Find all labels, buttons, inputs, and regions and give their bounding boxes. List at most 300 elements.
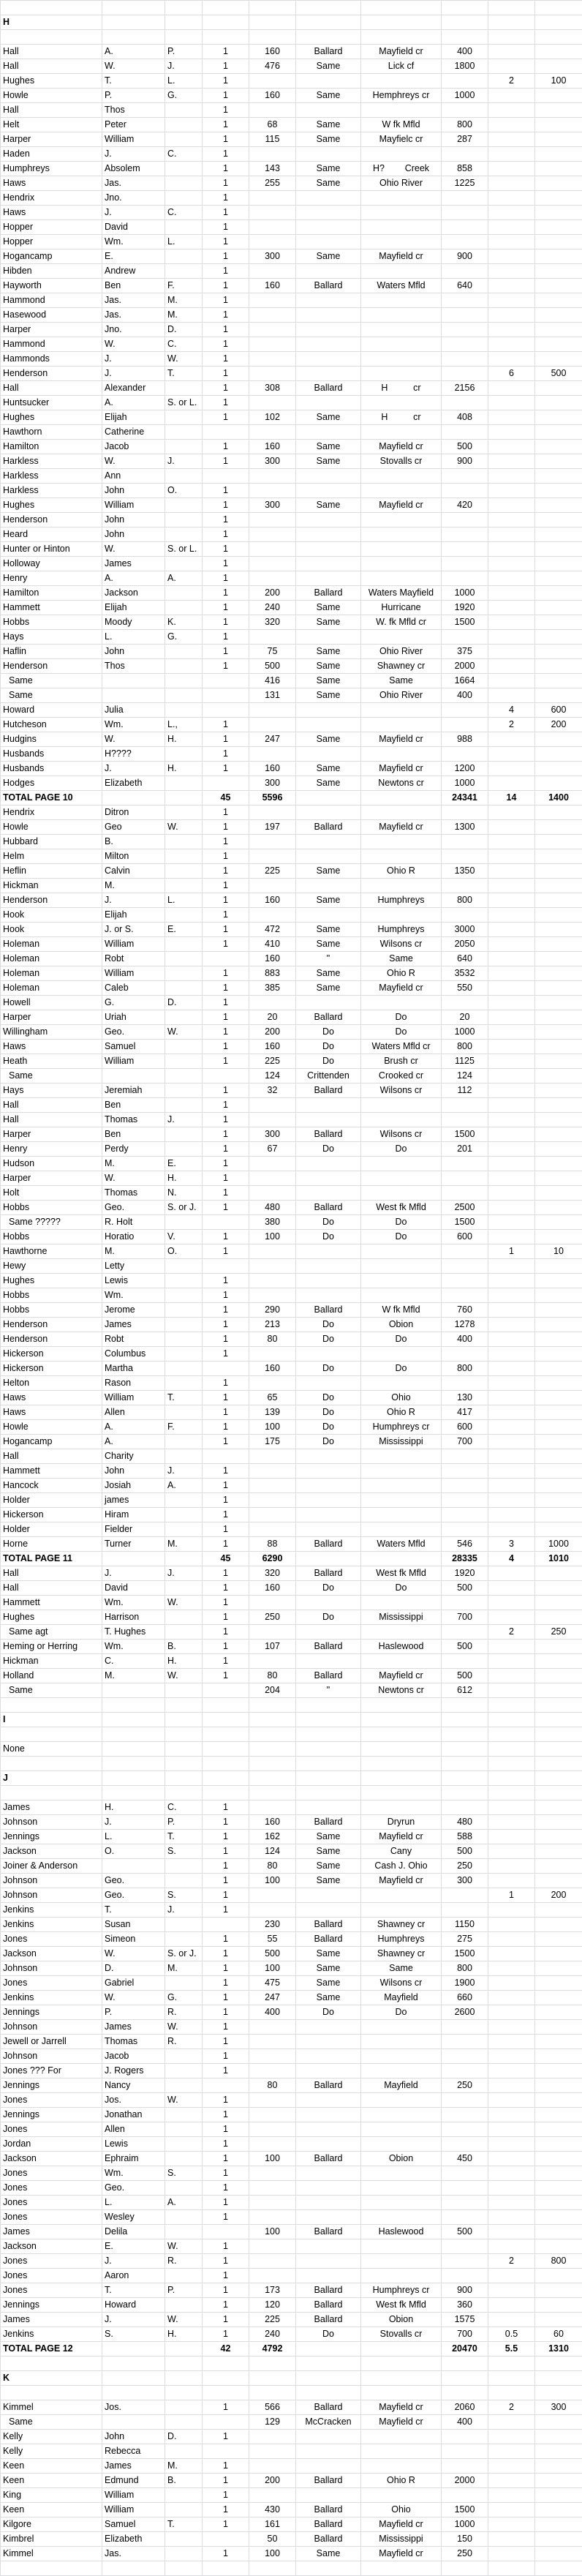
cell-value[interactable]: 600 [442,1420,488,1435]
cell-middle-initial[interactable] [165,176,203,191]
cell-watercourse[interactable]: Mayfield cr [361,498,442,513]
cell-value[interactable]: 988 [442,732,488,747]
cell-value[interactable] [442,1888,488,1903]
cell-col-i[interactable] [488,2517,535,2532]
cell-county[interactable]: Do [296,2005,361,2020]
cell-first-name[interactable]: Uriah [102,1010,165,1025]
cell-surname[interactable]: Jones [1,1932,102,1947]
cell-col-j[interactable]: 60 [535,2327,582,2342]
cell-count[interactable]: 45 [203,1552,249,1566]
cell-value[interactable] [442,425,488,440]
cell-count[interactable]: 1 [203,893,249,908]
cell-surname[interactable]: Jenkins [1,1903,102,1918]
cell-col-j[interactable] [535,484,582,498]
cell-acres[interactable]: 143 [249,162,296,176]
cell-middle-initial[interactable]: B. [165,1640,203,1654]
cell-middle-initial[interactable]: H. [165,2327,203,2342]
cell-county[interactable] [296,2210,361,2225]
cell-first-name[interactable] [102,1786,165,1800]
cell-col-i[interactable] [488,2122,535,2137]
cell-acres[interactable]: 160 [249,1040,296,1054]
cell-count[interactable]: 1 [203,1376,249,1391]
cell-col-j[interactable] [535,1362,582,1376]
cell-col-j[interactable] [535,1127,582,1142]
cell-middle-initial[interactable]: J. [165,1113,203,1127]
cell-surname[interactable]: Haws [1,206,102,220]
cell-col-j[interactable] [535,1054,582,1069]
cell-acres[interactable] [249,703,296,718]
cell-value[interactable]: 600 [442,1230,488,1244]
cell-surname[interactable]: Same [1,688,102,703]
cell-surname[interactable]: Jones ??? For [1,2064,102,2079]
cell-county[interactable] [296,74,361,89]
cell-surname[interactable]: Johnson [1,1961,102,1976]
cell-col-j[interactable] [535,688,582,703]
cell-surname[interactable]: Joiner & Anderson [1,1859,102,1874]
cell-middle-initial[interactable]: W. [165,2239,203,2254]
cell-acres[interactable]: 5596 [249,791,296,806]
cell-county[interactable] [296,1552,361,1566]
cell-value[interactable] [442,630,488,645]
cell-value[interactable]: 858 [442,162,488,176]
cell-value[interactable] [442,1800,488,1815]
cell-middle-initial[interactable] [165,1727,203,1742]
cell-col-i[interactable] [488,586,535,601]
cell-count[interactable]: 1 [203,981,249,996]
cell-col-j[interactable]: 300 [535,2400,582,2415]
cell-col-i[interactable] [488,1,535,15]
cell-first-name[interactable]: Allen [102,1405,165,1420]
cell-col-j[interactable] [535,1318,582,1332]
cell-col-j[interactable] [535,45,582,59]
cell-middle-initial[interactable]: M. [165,308,203,323]
cell-col-i[interactable] [488,1493,535,1508]
cell-surname[interactable]: Hammond [1,293,102,308]
cell-surname[interactable]: Hobbs [1,1288,102,1303]
cell-col-j[interactable] [535,923,582,937]
cell-col-i[interactable] [488,1771,535,1786]
cell-value[interactable] [442,1903,488,1918]
cell-surname[interactable]: Huntsucker [1,396,102,410]
cell-middle-initial[interactable] [165,1918,203,1932]
cell-count[interactable]: 1 [203,1157,249,1171]
cell-acres[interactable] [249,996,296,1010]
cell-watercourse[interactable]: Lick cf [361,59,442,74]
cell-middle-initial[interactable] [165,1757,203,1771]
cell-col-j[interactable] [535,1186,582,1201]
cell-col-j[interactable] [535,1493,582,1508]
cell-first-name[interactable]: J. [102,762,165,776]
cell-county[interactable] [296,835,361,849]
cell-watercourse[interactable] [361,1157,442,1171]
cell-middle-initial[interactable]: J. [165,59,203,74]
cell-acres[interactable] [249,835,296,849]
cell-col-i[interactable] [488,2298,535,2313]
cell-acres[interactable]: 102 [249,410,296,425]
cell-surname[interactable]: Johnson [1,1815,102,1830]
cell-watercourse[interactable] [361,103,442,118]
cell-acres[interactable] [249,484,296,498]
cell-count[interactable]: 1 [203,59,249,74]
cell-surname[interactable]: Harper [1,323,102,337]
cell-surname[interactable]: Hutcheson [1,718,102,732]
cell-col-j[interactable] [535,381,582,396]
cell-surname[interactable]: Holloway [1,557,102,571]
cell-middle-initial[interactable] [165,1142,203,1157]
cell-value[interactable]: 1664 [442,674,488,688]
cell-surname[interactable]: Haws [1,176,102,191]
cell-surname[interactable]: Hall [1,59,102,74]
cell-count[interactable]: 1 [203,1025,249,1040]
cell-middle-initial[interactable] [165,469,203,484]
cell-col-j[interactable] [535,630,582,645]
cell-first-name[interactable]: James [102,2459,165,2474]
cell-col-j[interactable]: 200 [535,718,582,732]
cell-value[interactable] [442,2269,488,2283]
cell-col-i[interactable] [488,118,535,132]
cell-col-i[interactable] [488,440,535,454]
cell-acres[interactable] [249,1098,296,1113]
cell-value[interactable]: 450 [442,2152,488,2166]
cell-middle-initial[interactable]: S. or L. [165,542,203,557]
cell-col-j[interactable] [535,1157,582,1171]
cell-col-j[interactable]: 600 [535,703,582,718]
cell-watercourse[interactable]: Wilsons cr [361,1976,442,1991]
cell-middle-initial[interactable]: C. [165,147,203,162]
cell-value[interactable] [442,2196,488,2210]
cell-middle-initial[interactable] [165,1698,203,1713]
cell-first-name[interactable]: Wm. [102,1596,165,1610]
cell-surname[interactable]: Jackson [1,2239,102,2254]
cell-county[interactable] [296,542,361,557]
cell-watercourse[interactable]: Do [361,1010,442,1025]
cell-middle-initial[interactable]: J. [165,1903,203,1918]
cell-count[interactable]: 1 [203,2474,249,2488]
cell-count[interactable] [203,1449,249,1464]
cell-surname[interactable]: Johnson [1,1874,102,1888]
cell-first-name[interactable]: J. Rogers [102,2064,165,2079]
cell-value[interactable] [442,367,488,381]
cell-watercourse[interactable]: West fk Mfld [361,1566,442,1581]
cell-surname[interactable]: Kilgore [1,2517,102,2532]
cell-county[interactable]: Same [296,410,361,425]
cell-count[interactable]: 1 [203,2064,249,2079]
cell-acres[interactable]: 80 [249,2079,296,2093]
cell-acres[interactable] [249,1522,296,1537]
cell-first-name[interactable]: William [102,1054,165,1069]
cell-value[interactable]: 640 [442,952,488,966]
cell-middle-initial[interactable]: S. or J. [165,1201,203,1215]
cell-surname[interactable]: Harkless [1,484,102,498]
cell-col-i[interactable] [488,1142,535,1157]
cell-surname[interactable]: Helt [1,118,102,132]
cell-first-name[interactable]: Catherine [102,425,165,440]
cell-first-name[interactable]: W. [102,337,165,352]
cell-county[interactable] [296,513,361,527]
cell-count[interactable] [203,1918,249,1932]
cell-first-name[interactable]: H???? [102,747,165,762]
cell-col-i[interactable] [488,2415,535,2430]
cell-middle-initial[interactable] [165,1303,203,1318]
cell-col-i[interactable] [488,864,535,879]
cell-count[interactable]: 1 [203,2122,249,2137]
cell-county[interactable] [296,1098,361,1113]
cell-col-i[interactable] [488,849,535,864]
cell-value[interactable] [442,513,488,527]
cell-acres[interactable]: 883 [249,966,296,981]
cell-surname[interactable]: Hawthorne [1,1244,102,1259]
cell-county[interactable] [296,1713,361,1727]
cell-acres[interactable] [249,1479,296,1493]
cell-watercourse[interactable]: Obion [361,1318,442,1332]
cell-acres[interactable] [249,1596,296,1610]
cell-surname[interactable]: Henderson [1,893,102,908]
cell-middle-initial[interactable] [165,1084,203,1098]
cell-count[interactable]: 1 [203,1010,249,1025]
cell-col-i[interactable] [488,908,535,923]
cell-middle-initial[interactable] [165,1581,203,1596]
cell-county[interactable] [296,1888,361,1903]
cell-acres[interactable] [249,879,296,893]
cell-surname[interactable]: Jones [1,2269,102,2283]
cell-middle-initial[interactable] [165,1010,203,1025]
cell-acres[interactable] [249,30,296,45]
cell-count[interactable]: 1 [203,235,249,249]
cell-value[interactable]: 1150 [442,1918,488,1932]
cell-middle-initial[interactable] [165,2371,203,2386]
cell-acres[interactable]: 20 [249,1010,296,1025]
cell-count[interactable]: 1 [203,132,249,147]
cell-acres[interactable] [249,206,296,220]
cell-acres[interactable]: 131 [249,688,296,703]
cell-surname[interactable]: Same [1,2415,102,2430]
cell-value[interactable]: 3532 [442,966,488,981]
cell-col-i[interactable] [488,659,535,674]
cell-col-j[interactable] [535,1449,582,1464]
cell-col-i[interactable] [488,1742,535,1757]
cell-acres[interactable] [249,264,296,279]
cell-watercourse[interactable]: Do [361,1142,442,1157]
cell-acres[interactable] [249,1449,296,1464]
cell-col-i[interactable] [488,966,535,981]
cell-county[interactable] [296,206,361,220]
cell-middle-initial[interactable]: D. [165,996,203,1010]
cell-count[interactable]: 1 [203,1391,249,1405]
cell-value[interactable]: 500 [442,440,488,454]
cell-county[interactable] [296,747,361,762]
cell-col-i[interactable] [488,1215,535,1230]
cell-middle-initial[interactable] [165,835,203,849]
cell-col-i[interactable] [488,1918,535,1932]
cell-watercourse[interactable]: Waters Mayfield [361,586,442,601]
cell-surname[interactable]: Johnson [1,2020,102,2035]
cell-surname[interactable]: Hunter or Hinton [1,542,102,557]
cell-middle-initial[interactable] [165,1932,203,1947]
cell-county[interactable] [296,1464,361,1479]
cell-watercourse[interactable]: Ohio R [361,2474,442,2488]
cell-county[interactable]: Do [296,1230,361,1244]
cell-first-name[interactable]: William [102,937,165,952]
cell-surname[interactable]: Hamilton [1,586,102,601]
cell-first-name[interactable]: John [102,2430,165,2444]
cell-value[interactable] [442,2488,488,2503]
cell-count[interactable]: 1 [203,1084,249,1098]
cell-first-name[interactable]: P. [102,89,165,103]
cell-middle-initial[interactable] [165,118,203,132]
cell-middle-initial[interactable] [165,2108,203,2122]
cell-watercourse[interactable] [361,1259,442,1274]
cell-acres[interactable] [249,571,296,586]
cell-first-name[interactable]: Jas. [102,176,165,191]
cell-col-j[interactable] [535,191,582,206]
cell-surname[interactable]: Hughes [1,74,102,89]
cell-count[interactable]: 42 [203,2342,249,2357]
cell-count[interactable]: 1 [203,410,249,425]
cell-col-i[interactable] [488,513,535,527]
cell-middle-initial[interactable] [165,2488,203,2503]
cell-county[interactable] [296,1654,361,1669]
cell-watercourse[interactable]: Crooked cr [361,1069,442,1084]
cell-col-j[interactable] [535,1669,582,1683]
cell-count[interactable]: 1 [203,2547,249,2561]
cell-watercourse[interactable]: Mayfield cr [361,440,442,454]
cell-county[interactable]: Same [296,732,361,747]
cell-first-name[interactable]: David [102,220,165,235]
cell-surname[interactable]: Hodges [1,776,102,791]
cell-col-j[interactable] [535,2561,582,2576]
cell-acres[interactable]: 80 [249,1332,296,1347]
cell-county[interactable] [296,791,361,806]
cell-county[interactable]: Same [296,59,361,74]
cell-watercourse[interactable] [361,1888,442,1903]
cell-count[interactable]: 1 [203,484,249,498]
cell-value[interactable] [442,2444,488,2459]
cell-county[interactable]: Do [296,1391,361,1405]
cell-col-j[interactable] [535,2357,582,2371]
cell-surname[interactable]: Hamilton [1,440,102,454]
cell-first-name[interactable]: E. [102,249,165,264]
cell-watercourse[interactable] [361,30,442,45]
cell-col-j[interactable] [535,1303,582,1318]
cell-surname[interactable]: H [1,15,102,30]
cell-value[interactable]: 700 [442,1610,488,1625]
cell-col-j[interactable] [535,1274,582,1288]
cell-value[interactable]: 2500 [442,1201,488,1215]
cell-middle-initial[interactable]: K. [165,615,203,630]
cell-first-name[interactable]: Horatio [102,1230,165,1244]
cell-col-j[interactable] [535,1757,582,1771]
cell-watercourse[interactable]: Shawney cr [361,1947,442,1961]
cell-first-name[interactable]: Ben [102,1098,165,1113]
cell-county[interactable] [296,1157,361,1171]
cell-first-name[interactable] [102,2371,165,2386]
cell-col-j[interactable] [535,1698,582,1713]
cell-middle-initial[interactable] [165,132,203,147]
cell-acres[interactable]: 100 [249,2225,296,2239]
cell-col-j[interactable]: 10 [535,1244,582,1259]
cell-county[interactable]: Ballard [296,2152,361,2166]
cell-first-name[interactable]: Robt [102,952,165,966]
cell-acres[interactable] [249,1757,296,1771]
cell-col-i[interactable] [488,103,535,118]
cell-col-j[interactable] [535,937,582,952]
cell-col-j[interactable] [535,2079,582,2093]
cell-col-i[interactable] [488,2561,535,2576]
cell-county[interactable] [296,1800,361,1815]
cell-acres[interactable] [249,1376,296,1391]
cell-col-i[interactable] [488,308,535,323]
cell-surname[interactable]: Henderson [1,1318,102,1332]
cell-col-j[interactable] [535,206,582,220]
cell-col-i[interactable] [488,879,535,893]
cell-col-i[interactable] [488,59,535,74]
cell-first-name[interactable]: Jacob [102,440,165,454]
cell-col-j[interactable] [535,1332,582,1347]
cell-watercourse[interactable]: Mississippi [361,1610,442,1625]
cell-first-name[interactable]: Fielder [102,1522,165,1537]
cell-value[interactable] [442,103,488,118]
cell-middle-initial[interactable]: R. [165,2035,203,2049]
cell-col-j[interactable] [535,2371,582,2386]
cell-acres[interactable]: 161 [249,2517,296,2532]
cell-surname[interactable]: Hook [1,908,102,923]
cell-col-i[interactable] [488,615,535,630]
cell-col-j[interactable] [535,908,582,923]
cell-first-name[interactable]: W. [102,59,165,74]
cell-surname[interactable]: Hughes [1,1274,102,1288]
cell-col-i[interactable] [488,2239,535,2254]
cell-first-name[interactable]: Thos [102,103,165,118]
cell-col-i[interactable]: 2 [488,718,535,732]
cell-county[interactable] [296,1508,361,1522]
cell-first-name[interactable]: J. [102,206,165,220]
cell-count[interactable] [203,2079,249,2093]
cell-surname[interactable]: Jones [1,1976,102,1991]
cell-middle-initial[interactable] [165,703,203,718]
cell-surname[interactable]: Harper [1,1010,102,1025]
cell-acres[interactable]: 213 [249,1318,296,1332]
cell-watercourse[interactable]: Same [361,1961,442,1976]
cell-col-j[interactable] [535,1713,582,1727]
cell-col-i[interactable] [488,1318,535,1332]
cell-middle-initial[interactable]: S. or L. [165,396,203,410]
cell-col-j[interactable]: 100 [535,74,582,89]
cell-acres[interactable]: 400 [249,2005,296,2020]
cell-acres[interactable]: 100 [249,2547,296,2561]
cell-county[interactable]: Ballard [296,45,361,59]
cell-value[interactable]: 1500 [442,1127,488,1142]
cell-col-i[interactable] [488,835,535,849]
cell-acres[interactable]: 80 [249,1859,296,1874]
cell-col-j[interactable] [535,15,582,30]
cell-col-i[interactable] [488,1303,535,1318]
cell-count[interactable]: 1 [203,966,249,981]
cell-col-j[interactable] [535,2108,582,2122]
cell-first-name[interactable] [102,2386,165,2400]
cell-watercourse[interactable]: Dryrun [361,1815,442,1830]
cell-first-name[interactable]: J. or S. [102,923,165,937]
cell-col-j[interactable] [535,279,582,293]
cell-watercourse[interactable]: Mayfield cr [361,249,442,264]
cell-acres[interactable] [249,1903,296,1918]
cell-col-i[interactable] [488,2181,535,2196]
cell-acres[interactable] [249,1742,296,1757]
cell-middle-initial[interactable] [165,162,203,176]
cell-middle-initial[interactable]: G. [165,89,203,103]
cell-county[interactable] [296,337,361,352]
cell-col-j[interactable] [535,1830,582,1844]
cell-surname[interactable]: Willingham [1,1025,102,1040]
